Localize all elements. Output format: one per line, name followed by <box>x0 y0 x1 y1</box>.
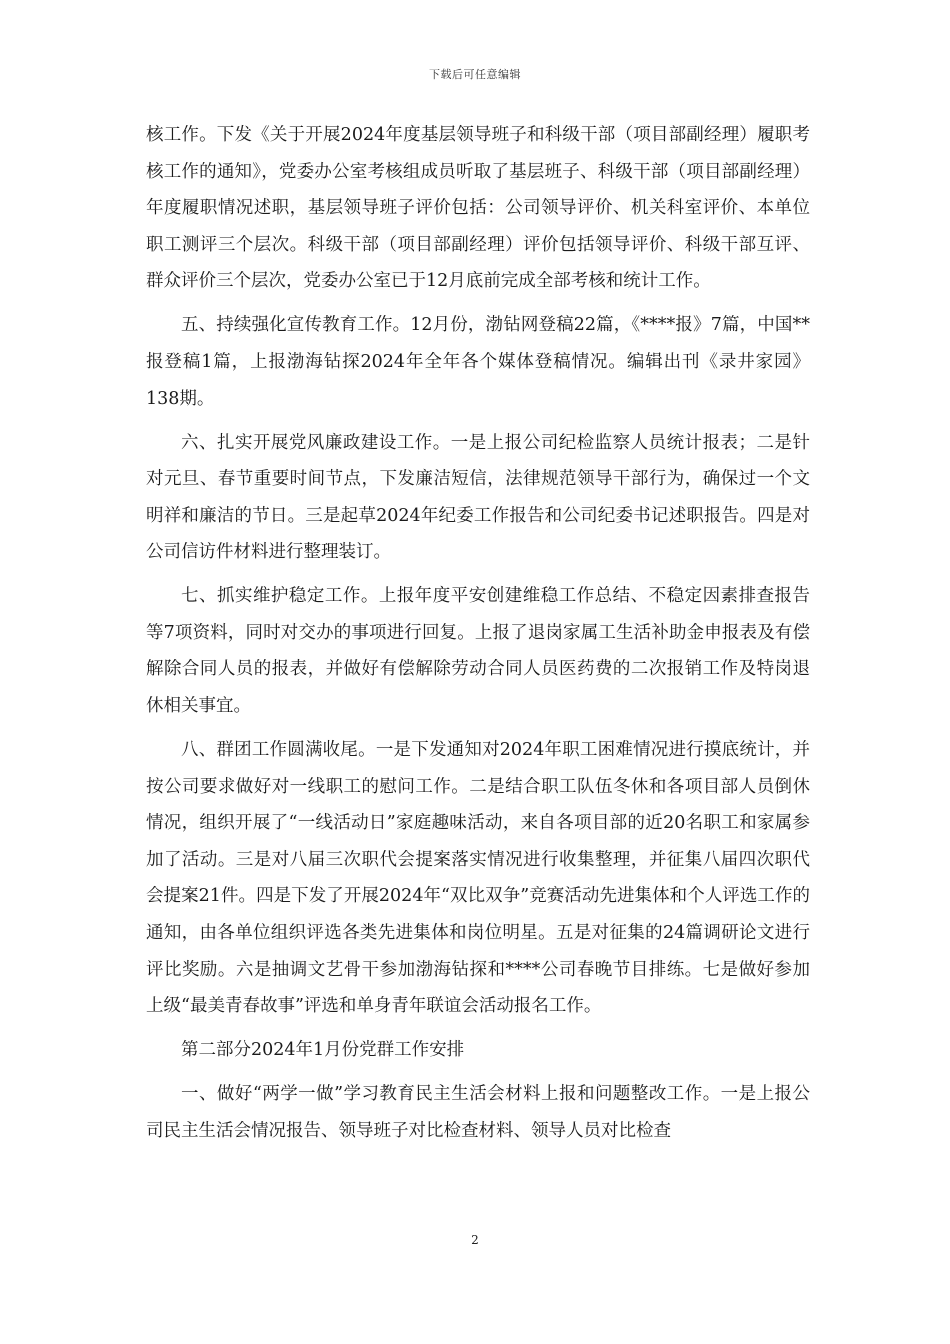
section-heading: 第二部分2024年1月份党群工作安排 <box>181 1040 465 1061</box>
paragraph-integrity: 六、扎实开展党风廉政建设工作。一是上报公司纪检监察人员统计报表；二是针对元旦、春节重要时间节点，下发廉洁短信，法律规范领导干部行为，确保过一个文明祥和廉洁的节日。三是起草2024年纪委工作报告和公司纪委书记述职报告。四是对公司信访件材料进行整理装订。 <box>146 432 810 563</box>
paragraph-publicity: 五、持续强化宣传教育工作。12月份，渤钻网登稿22篇，《****报》7篇，中国**报登稿1篇，上报渤海钻探2024年全年各个媒体登稿情况。编辑出刊《录井家园》138期。 <box>146 315 810 409</box>
page-number: 2 <box>471 1233 479 1247</box>
paragraph-continued: 核工作。下发《关于开展2024年度基层领导班子和科级干部（项目部副经理）履职考核工作的通知》，党委办公室考核组成员听取了基层班子、科级干部（项目部副经理）年度履职情况述职，基层领导班子评价包括：公司领导评价、机关科室评价、本单位职工测评三个层次。科级干部（项目部副经理）评价包括领导评价、科级干部互评、群众评价三个层次，党委办公室已于12月底前完成全部考核和统计工作。 <box>146 125 810 292</box>
page-header: 下载后可任意编辑 <box>429 68 521 81</box>
paragraph-mass-work: 八、群团工作圆满收尾。一是下发通知对2024年职工困难情况进行摸底统计，并按公司要求做好对一线职工的慰问工作。二是结合职工队伍冬休和各项目部人员倒休情况，组织开展了“一线活动日”家庭趣味活动，来自各项目部的近20名职工和家属参加了活动。三是对八届三次职代会提案落实情况进行收集整理，并征集八届四次职代会提案21件。四是下发了开展2024年“双比双争”竞赛活动先进集体和个人评选工作的通知，由各单位组织评选各类先进集体和岗位明星。五是对征集的24篇调研论文进行评比奖励。六是抽调文艺骨干参加渤海钻探和****公司春晚节目排练。七是做好参加上级“最美青春故事”评选和单身青年联谊会活动报名工作。 <box>146 740 810 1017</box>
document-body <box>146 117 810 1157</box>
paragraph-stability: 七、抓实维护稳定工作。上报年度平安创建维稳工作总结、不稳定因素排查报告等7项资料，同时对交办的事项进行回复。上报了退岗家属工生活补助金申报表及有偿解除合同人员的报表，并做好有偿解除劳动合同人员医药费的二次报销工作及特岗退休相关事宜。 <box>146 586 810 717</box>
paragraph-plan-item-1: 一、做好“两学一做”学习教育民主生活会材料上报和问题整改工作。一是上报公司民主生活会情况报告、领导班子对比检查材料、领导人员对比检查 <box>146 1084 810 1141</box>
